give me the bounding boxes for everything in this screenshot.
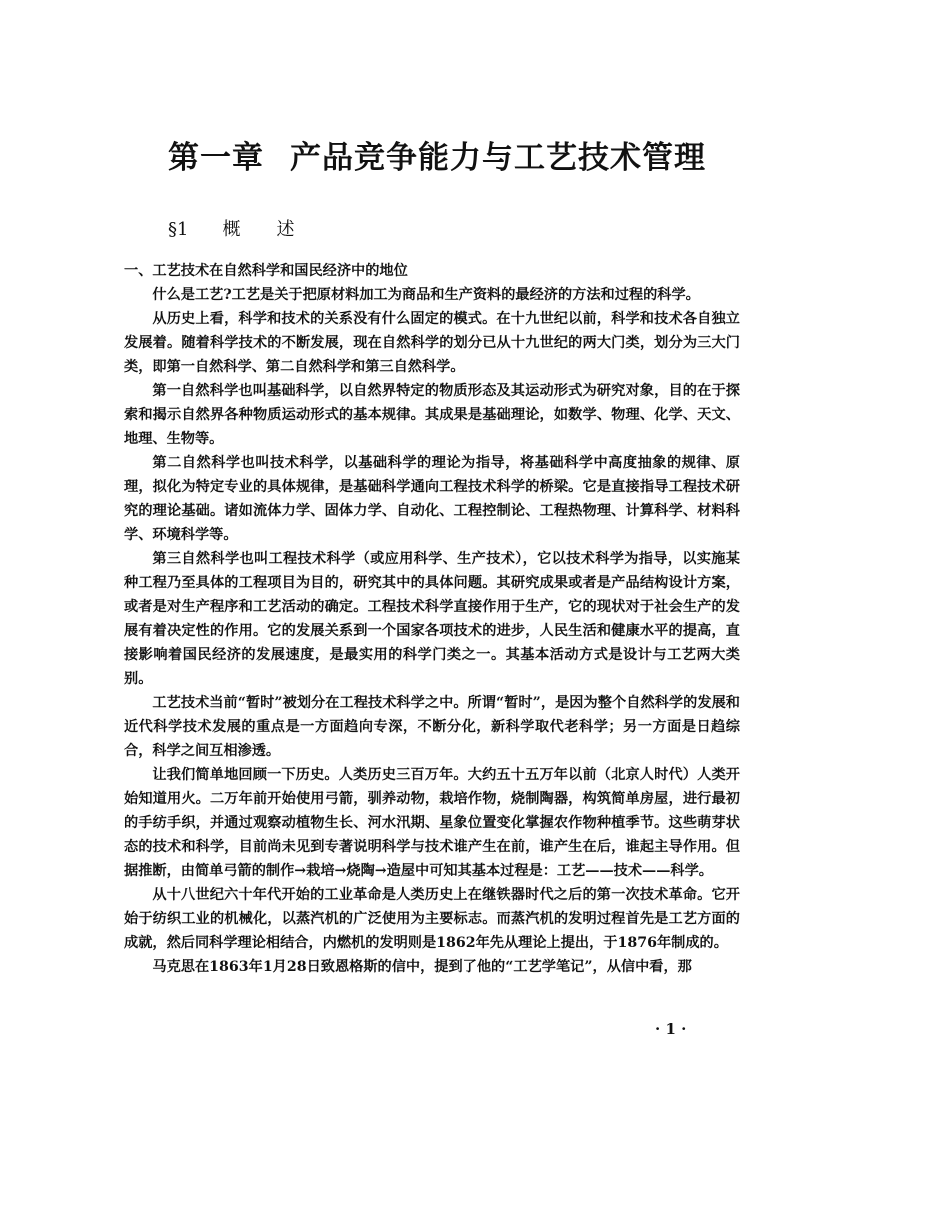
subheading: 一、工艺技术在自然科学和国民经济中的地位 — [124, 263, 408, 279]
paragraph: 第三自然科学也叫工程技术科学（或应用科学、生产技术），它以技术科学为指导，以实施某种工程乃至具体的工程项目为目的，研究其中的具体问题。其研究成果或者是产品结构设计方案，或者是对生产程序和工艺活动的确定。工程技术科学直接作用于生产，它的现状对于社会生产的发展有着决定性的作用。它的发展关系到一个国家各项技术的进步，人民生活和健康水平的提高，直接影响着国民经济的发展速度，是最实用的科学门类之一。其基本活动方式是设计与工艺两大类别。 — [124, 551, 740, 687]
paragraph: 第二自然科学也叫技术科学，以基础科学的理论为指导，将基础科学中高度抽象的规律、原理，拟化为特定专业的具体规律，是基础科学通向工程技术科学的桥梁。它是直接指导工程技术研究的理论基础。诸如流体力学、固体力学、自动化、工程控制论、工程热物理、计算科学、材料科学、环境科学等。 — [124, 455, 740, 543]
paragraph: 工艺技术当前“暂时”被划分在工程技术科学之中。所谓“暂时”，是因为整个自然科学的发展和近代科学技术发展的重点是一方面趋向专深，不断分化，新科学取代老科学；另一方面是日趋综合，科学之间互相渗透。 — [124, 695, 740, 759]
section-symbol: §1 — [168, 219, 189, 240]
chapter-name: 产品竞争能力与工艺技术管理 — [290, 140, 706, 176]
page-number: · 1 · — [655, 1020, 687, 1038]
chapter-number: 第一章 — [168, 140, 264, 176]
paragraph: 让我们简单地回顾一下历史。人类历史三百万年。大约五十五万年以前（北京人时代）人类开始知道用火。二万年前开始使用弓箭，驯养动物，栽培作物，烧制陶器，构筑简单房屋，进行最初的手纺手织，并通过观察动植物生长、河水汛期、星象位置变化掌握农作物种植季节。这些萌芽状态的技术和科学，目前尚未见到专著说明科学与技术谁产生在前，谁产生在后，谁起主导作用。但据推断，由简单弓箭的制作→栽培→烧陶→造屋中可知其基本过程是：工艺——技术——科学。 — [124, 767, 740, 879]
paragraph: 马克思在1863年1月28日致恩格斯的信中，提到了他的“工艺学笔记”，从信中看，那 — [152, 959, 692, 975]
chapter-title — [168, 132, 706, 177]
section-name: 概述 — [222, 219, 331, 240]
paragraph: 第一自然科学也叫基础科学，以自然界特定的物质形态及其运动形式为研究对象，目的在于探索和揭示自然界各种物质运动形式的基本规律。其成果是基础理论，如数学、物理、化学、天文、地理、生物等。 — [124, 383, 740, 447]
paragraph: 从历史上看，科学和技术的关系没有什么固定的模式。在十九世纪以前，科学和技术各自独立发展着。随着科学技术的不断发展，现在自然科学的划分已从十九世纪的两大门类，划分为三大门类，即第一自然科学、第二自然科学和第三自然科学。 — [124, 311, 740, 375]
body-text — [124, 259, 740, 979]
paragraph: 从十八世纪六十年代开始的工业革命是人类历史上在继铁器时代之后的第一次技术革命。它开始于纺织工业的机械化，以蒸汽机的广泛使用为主要标志。而蒸汽机的发明过程首先是工艺方面的成就，然后同科学理论相结合，内燃机的发明则是1862年先从理论上提出，于1876年制成的。 — [124, 887, 740, 951]
paragraph: 什么是工艺?工艺是关于把原材料加工为商品和生产资料的最经济的方法和过程的科学。 — [152, 287, 700, 303]
section-title — [168, 215, 330, 241]
